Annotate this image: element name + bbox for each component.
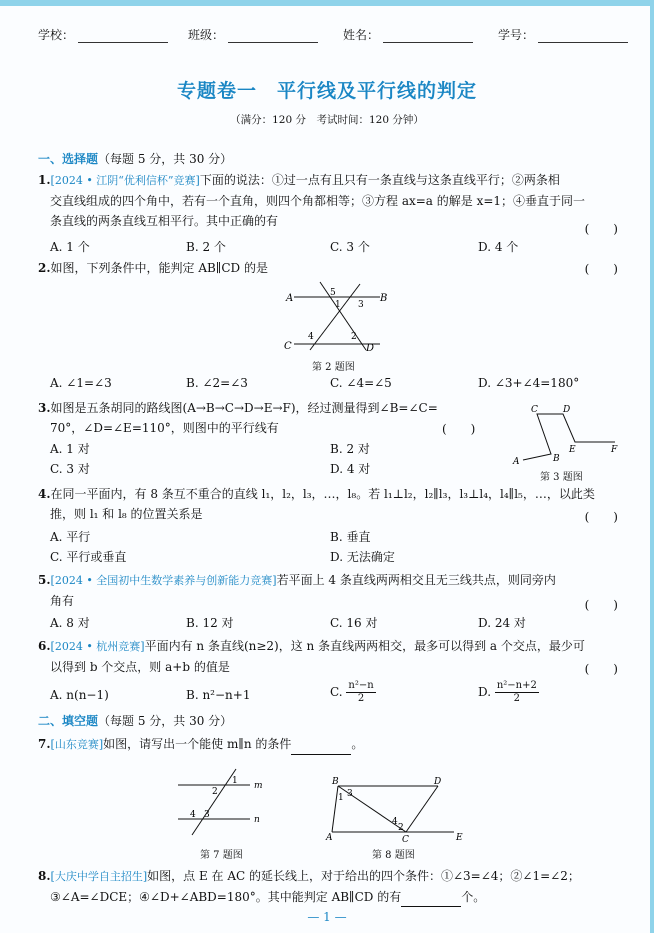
q2-angle-2: 2 <box>351 332 357 342</box>
q3-caption: 第 3 题图 <box>540 472 583 483</box>
q6-option-d-numerator: n²−n+2 <box>496 680 537 691</box>
q6-line1 <box>38 636 628 657</box>
q7-transversal <box>192 769 236 835</box>
q3-figure <box>505 402 625 468</box>
q2-option-c: C. ∠4=∠5 <box>330 376 392 390</box>
q1-option-a: A. 1 个 <box>50 240 90 254</box>
page-number: — 1 — <box>307 910 347 924</box>
q8-text2-end: 个。 <box>461 890 486 904</box>
q5-option-d: D. 24 对 <box>478 616 526 630</box>
q8-angle-3: 3 <box>347 789 353 799</box>
school-field <box>38 26 168 43</box>
id-label: 学号： <box>498 28 535 42</box>
q5-text2: 角有 <box>50 594 75 608</box>
right-border <box>650 0 654 933</box>
q8-line1 <box>38 866 628 887</box>
question-7 <box>38 734 628 755</box>
q3-text1: 如图是五条胡同的路线图(A→B→C→D→E→F)，经过测量得到∠B=∠C= <box>50 401 438 415</box>
q3-label-a: A <box>513 457 520 467</box>
q8-figure <box>322 772 472 844</box>
q3-label-b: B <box>553 454 560 464</box>
q1-tag: [2024 • 江阴“优利信杯”竞赛] <box>50 174 200 187</box>
q3-option-b: B. 2 对 <box>330 442 370 456</box>
q7-tag: [山东竞赛] <box>50 738 104 751</box>
name-line <box>383 30 473 43</box>
q3-label-d: D <box>563 405 571 415</box>
q5-text1: 若平面上 4 条直线两两相交且无三线共点，则同旁内 <box>276 573 556 587</box>
q4-option-b: B. 垂直 <box>330 530 371 544</box>
name-field <box>343 26 473 43</box>
q6-tag: [2024 • 杭州竞赛] <box>50 640 145 653</box>
section-fill <box>38 712 232 729</box>
q7-number: 7. <box>38 737 51 751</box>
q1-option-c: C. 3 个 <box>330 240 370 254</box>
q4-line1 <box>38 484 628 504</box>
q6-option-c-denominator: 2 <box>357 693 365 704</box>
q8-line-cd <box>406 786 438 832</box>
q6-option-b: B. n²−n+1 <box>186 688 251 702</box>
id-line <box>538 30 628 43</box>
q2-angle-1: 1 <box>335 300 341 310</box>
q7-label-m: m <box>254 781 263 791</box>
class-field <box>188 26 318 43</box>
top-border <box>0 0 654 6</box>
q8-angle-2: 2 <box>398 823 404 833</box>
q8-answer-blank[interactable] <box>401 894 461 907</box>
q5-answer-paren: ( ) <box>584 598 618 612</box>
q1-text2: 交直线组成的四个角中，若有一个直角，则四个角都相等；③方程 ax=a 的解是 x=1；④垂直于同一 <box>50 194 586 208</box>
section-choice-label: 一、选择题 <box>38 152 99 166</box>
section-fill-note: （每题 5 分，共 30 分） <box>98 714 233 728</box>
q8-angle-4: 4 <box>392 817 398 827</box>
q3-option-c: C. 3 对 <box>50 462 90 476</box>
q5-line1 <box>38 570 628 591</box>
q7-angle-2: 2 <box>212 787 218 797</box>
section-fill-label: 二、填空题 <box>38 714 99 728</box>
section-choice <box>38 150 232 167</box>
q2-angle-4: 4 <box>308 332 314 342</box>
q3-option-a: A. 1 对 <box>50 442 90 456</box>
q6-option-c-numerator: n²−n <box>348 680 374 691</box>
q6-option-a: A. n(n−1) <box>50 688 109 702</box>
id-field <box>498 26 628 43</box>
q6-text2: 以得到 b 个交点，则 a+b 的值是 <box>50 660 230 674</box>
q7-caption: 第 7 题图 <box>200 850 243 861</box>
q7-angle-1: 1 <box>232 776 238 786</box>
q8-tag: [大庆中学自主招生] <box>50 870 148 883</box>
q3-label-c: C <box>531 405 538 415</box>
q3-line1 <box>38 398 508 418</box>
q7-figure <box>170 765 280 840</box>
q4-option-a: A. 平行 <box>50 530 91 544</box>
q8-text1: 如图，点 E 在 AC 的延长线上，对于给出的四个条件：①∠3=∠4；②∠1=∠2； <box>147 869 580 883</box>
name-label: 姓名： <box>343 28 380 42</box>
q4-answer-paren: ( ) <box>584 510 618 524</box>
q6-text1: 平面内有 n 条直线(n≥2)，这 n 条直线两两相交，最多可以得到 a 个交点，最少可 <box>144 639 585 653</box>
q3-label-f: F <box>611 445 618 455</box>
page-title: 专题卷一 平行线及平行线的判定 <box>176 80 477 102</box>
q4-option-d: D. 无法确定 <box>330 550 395 564</box>
q1-text1: 下面的说法：①过一点有且只有一条直线与这条直线平行；②两条相 <box>199 173 560 187</box>
q2-label-a: A <box>286 293 294 304</box>
q2-number: 2. <box>38 261 51 275</box>
question-3 <box>38 398 508 438</box>
q4-text2: 推，则 l₁ 和 l₈ 的位置关系是 <box>50 507 203 521</box>
page-subtitle: （满分：120 分 考试时间：120 分钟） <box>230 114 424 126</box>
q3-text2: 70°，∠D=∠E=110°，则图中的平行线有 <box>50 421 279 435</box>
school-line <box>78 30 168 43</box>
q3-number: 3. <box>38 401 51 415</box>
q8-caption: 第 8 题图 <box>372 850 415 861</box>
q8-text2: ③∠A=∠DCE；④∠D+∠ABD=180°。其中能判定 AB∥CD 的有 <box>50 890 402 904</box>
q2-option-b: B. ∠2=∠3 <box>186 376 248 390</box>
q8-number: 8. <box>38 869 51 883</box>
q6-option-c-fraction <box>346 680 375 705</box>
q2-label-b: B <box>380 293 388 304</box>
q7-angle-4: 4 <box>190 810 196 820</box>
q2-answer-paren: ( ) <box>584 262 618 276</box>
class-label: 班级： <box>188 28 225 42</box>
q8-line2 <box>38 887 628 907</box>
q6-option-c-label: C. <box>330 685 343 699</box>
q5-option-a: A. 8 对 <box>50 616 90 630</box>
q6-option-d-denominator: 2 <box>513 693 521 704</box>
q4-text1: 在同一平面内，有 8 条互不重合的直线 l₁，l₂，l₃，…，l₈。若 l₁⊥l₂，l₂∥l₃，l₃⊥l₄，l₄∥l₅，…，以此类 <box>50 487 595 501</box>
q7-text: 如图，请写出一个能使 m∥n 的条件 <box>103 737 292 751</box>
question-6 <box>38 636 628 677</box>
q6-option-d-label: D. <box>478 685 492 699</box>
question-2 <box>38 258 628 278</box>
question-8 <box>38 866 628 907</box>
q2-angle-3: 3 <box>358 300 364 310</box>
q8-label-c: C <box>402 835 409 844</box>
q6-answer-paren: ( ) <box>584 662 618 676</box>
q7-text-end: 。 <box>351 737 364 751</box>
q7-label-n: n <box>254 815 260 825</box>
q8-label-b: B <box>332 777 339 787</box>
q1-number: 1. <box>38 173 51 187</box>
q2-label-c: C <box>284 341 292 352</box>
q3-label-e: E <box>569 445 576 455</box>
q7-angle-3: 3 <box>204 810 210 820</box>
class-line <box>228 30 318 43</box>
q2-figure <box>280 280 390 355</box>
q5-number: 5. <box>38 573 51 587</box>
q1-answer-paren: ( ) <box>584 222 618 236</box>
q8-label-e: E <box>456 833 463 843</box>
q2-text: 如图，下列条件中，能判定 AB∥CD 的是 <box>50 261 268 275</box>
q6-number: 6. <box>38 639 51 653</box>
q6-option-d-fraction <box>495 680 539 705</box>
q8-label-a: A <box>326 833 333 843</box>
q3-option-d: D. 4 对 <box>330 462 371 476</box>
q7-answer-blank[interactable] <box>291 742 351 755</box>
q2-option-a: A. ∠1=∠3 <box>50 376 112 390</box>
q2-option-d: D. ∠3+∠4=180° <box>478 376 580 390</box>
student-info-row <box>38 26 628 46</box>
q1-option-b: B. 2 个 <box>186 240 226 254</box>
q2-caption: 第 2 题图 <box>312 362 355 373</box>
school-label: 学校： <box>38 28 75 42</box>
question-1 <box>38 170 628 231</box>
q5-tag: [2024 • 全国初中生数学素养与创新能力竞赛] <box>50 574 277 587</box>
q6-option-d <box>478 680 539 705</box>
question-5 <box>38 570 628 611</box>
q1-option-d: D. 4 个 <box>478 240 519 254</box>
q2-angle-5: 5 <box>330 288 336 298</box>
q8-label-d: D <box>434 777 442 787</box>
q5-option-c: C. 16 对 <box>330 616 378 630</box>
q2-label-d: D <box>366 343 375 354</box>
q1-line1 <box>38 170 628 191</box>
q4-option-c: C. 平行或垂直 <box>50 550 127 564</box>
q4-number: 4. <box>38 487 51 501</box>
q5-option-b: B. 12 对 <box>186 616 234 630</box>
q1-text3: 条直线的两条直线互相平行。其中正确的有 <box>50 214 279 228</box>
q2-transversal-1 <box>320 282 366 350</box>
q6-option-c <box>330 680 376 705</box>
q8-angle-1: 1 <box>338 793 344 803</box>
section-choice-note: （每题 5 分，共 30 分） <box>98 152 233 166</box>
q3-answer-paren: ( ) <box>442 422 476 436</box>
question-4 <box>38 484 628 524</box>
